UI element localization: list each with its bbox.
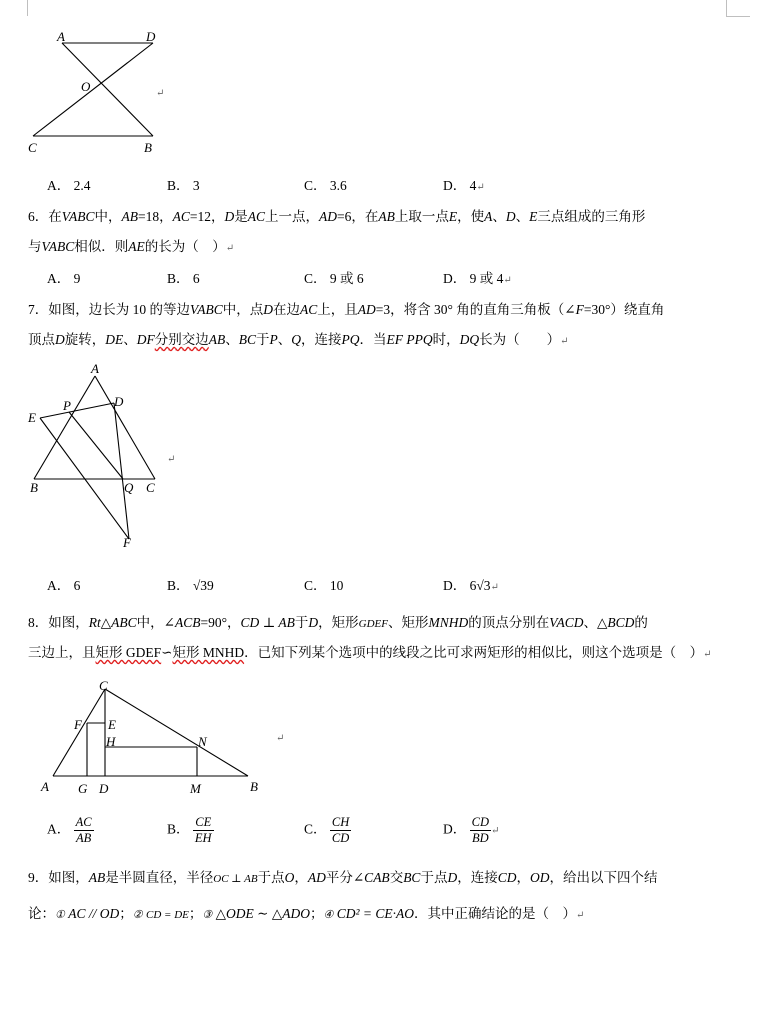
label-q: Q bbox=[124, 480, 134, 495]
fraction-cd-bd: $\frac{CD}{BD}$ bbox=[471, 815, 489, 845]
q9-line-2: 论：① AC // OD；② CD = DE；③ △ODE ∼ △ADO；④ CD² = CE·AO．其中正确结论的是（ ）↵ bbox=[28, 906, 585, 921]
label-p: P bbox=[63, 398, 71, 413]
label-c: C bbox=[28, 140, 37, 155]
q6-option-d: D． 9 或 4↵ bbox=[443, 271, 512, 286]
q6-line-1: 6．在VABC中，AB=18，AC=12，D是AC上一点，AD=6，在AB上取一点E，使A、D、E三点组成的三角形 bbox=[28, 209, 646, 224]
q9-line-1: 9．如图，AB是半圆直径，半径OC ⊥ AB于点O，AD平分∠CAB交BC于点D，连接CD，OD，给出以下四个结 bbox=[28, 870, 658, 885]
side-bc bbox=[105, 689, 248, 776]
label-e: E bbox=[108, 717, 116, 732]
label-d: D bbox=[114, 394, 124, 409]
figure-q7 bbox=[22, 360, 182, 552]
label-m: M bbox=[190, 781, 201, 796]
label-a: A bbox=[91, 361, 99, 376]
q8-option-b: B． $\frac{CE}{EH}$ bbox=[167, 815, 212, 845]
label-b: B bbox=[144, 140, 152, 155]
label-c: C bbox=[146, 480, 155, 495]
side-ac bbox=[53, 689, 105, 776]
q8-option-c: C． $\frac{CH}{CD}$ bbox=[304, 815, 350, 845]
fraction-ch-cd: $\frac{CH}{CD}$ bbox=[331, 815, 350, 845]
q5-option-d: D． 4↵ bbox=[443, 178, 485, 193]
label-g: G bbox=[78, 781, 88, 796]
page-corner-mark-right-h bbox=[726, 16, 750, 17]
label-b: B bbox=[30, 480, 38, 495]
fraction-ac-ab: $\frac{AC}{AB}$ bbox=[75, 815, 92, 845]
q8-option-d: D． $\frac{CD}{BD}$ ↵ bbox=[443, 815, 500, 845]
label-h: H bbox=[106, 734, 116, 749]
q5-option-b: B． 3 bbox=[167, 178, 200, 193]
segment-dc bbox=[33, 43, 153, 136]
label-c: C bbox=[99, 678, 108, 693]
q7-option-b: B． √39 bbox=[167, 578, 214, 593]
figure-q8 bbox=[36, 678, 266, 800]
label-b: B bbox=[250, 779, 258, 794]
label-f: F bbox=[123, 535, 131, 550]
side-ab bbox=[34, 376, 95, 479]
q7-option-c: C． 10 bbox=[304, 578, 344, 593]
figure-q5 bbox=[22, 26, 172, 158]
label-f: F bbox=[74, 717, 82, 732]
q6-line-2: 与VABC相似．则AE的长为（ ）↵ bbox=[28, 239, 235, 254]
label-a: A bbox=[41, 779, 49, 794]
q8-option-a: A． $\frac{AC}{AB}$ bbox=[47, 815, 92, 845]
return-mark: ↵ bbox=[156, 88, 165, 99]
q5-option-c: C． 3.6 bbox=[304, 178, 347, 193]
q7-line-1: 7．如图，边长为 10 的等边VABC中，点D在边AC上，且AD=3，将含 30° 角的直角三角板（∠F=30°）绕直角 bbox=[28, 302, 665, 317]
q7-option-a: A． 6 bbox=[47, 578, 81, 593]
label-d: D bbox=[146, 29, 156, 44]
q6-option-a: A． 9 bbox=[47, 271, 81, 286]
label-n: N bbox=[198, 734, 207, 749]
page-corner-mark-left bbox=[27, 0, 28, 16]
label-o: O bbox=[81, 79, 91, 94]
page-corner-mark-right bbox=[726, 0, 727, 16]
q5-option-a: A． 2.4 bbox=[47, 178, 91, 193]
side-ac bbox=[95, 376, 155, 479]
q6-option-c: C． 9 或 6 bbox=[304, 271, 364, 286]
label-a: A bbox=[57, 29, 65, 44]
label-e: E bbox=[28, 410, 36, 425]
q8-line-1: 8．如图，Rt△ABC中，∠ACB=90°，CD ⊥ AB于D，矩形GDEF、矩形MNHD的顶点分别在VACD、△BCD的 bbox=[28, 615, 648, 630]
q7-option-d: D． 6√3↵ bbox=[443, 578, 499, 593]
q6-option-b: B． 6 bbox=[167, 271, 200, 286]
segment-ab bbox=[62, 43, 153, 136]
return-mark: ↵ bbox=[167, 454, 176, 465]
segment-ed bbox=[40, 403, 114, 418]
label-d: D bbox=[99, 781, 109, 796]
return-mark: ↵ bbox=[276, 733, 285, 744]
q7-line-2: 顶点D旋转，DE、DF分别交边AB、BC于P、Q，连接PQ．当EF PPQ时，DQ长为（ ）↵ bbox=[28, 332, 569, 347]
q8-line-2: 三边上，且矩形 GDEF∽矩形 MNHD．已知下列某个选项中的线段之比可求两矩形的相似比，则这个选项是（ ）↵ bbox=[28, 645, 712, 660]
fraction-ce-eh: $\frac{CE}{EH}$ bbox=[194, 815, 212, 845]
